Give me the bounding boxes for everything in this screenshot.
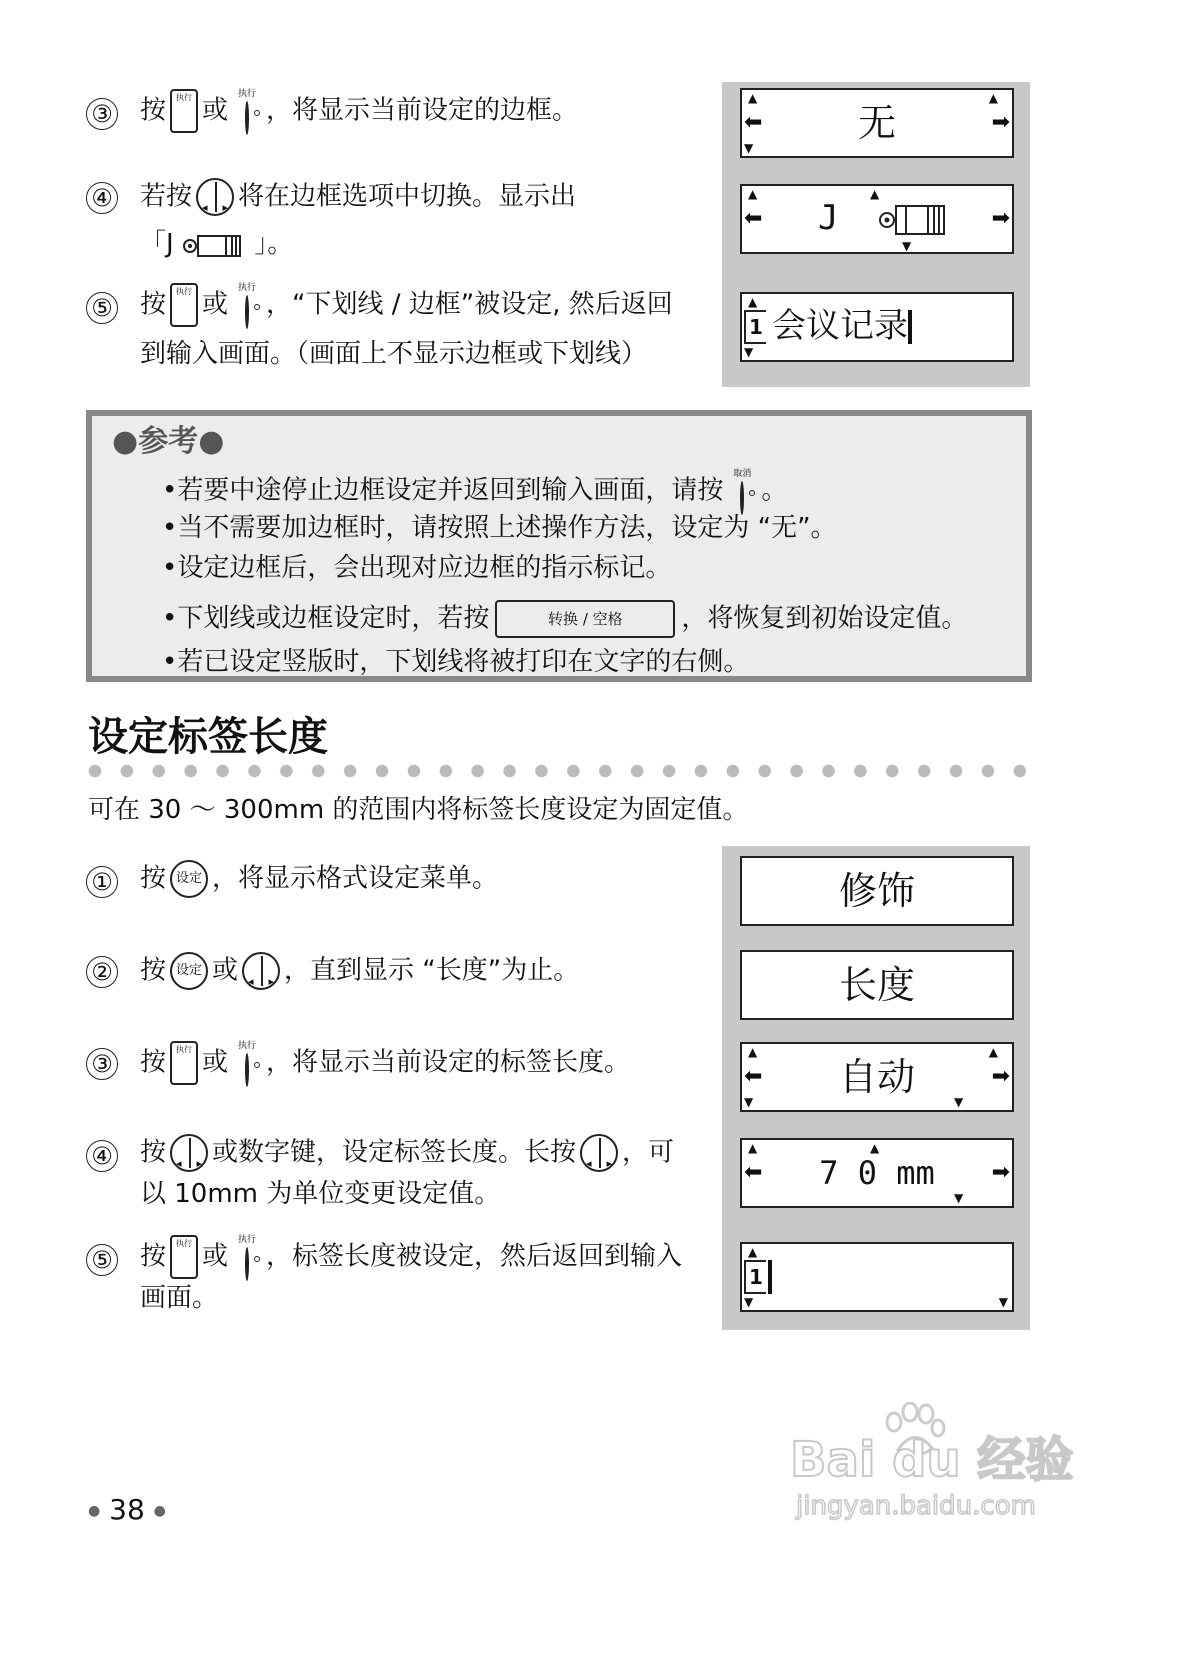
section-title: 设定标签长度 — [88, 714, 328, 760]
arrow-left-icon: ⬅ — [744, 110, 763, 135]
page-number: ● 38 ● — [88, 1493, 166, 1526]
set-key-icon: 设定 — [170, 952, 208, 990]
lcd-screen: ▲ ▲ ▼ ⬅ ➡ 无 — [740, 88, 1014, 158]
enter-key-icon: 执行 — [170, 1235, 198, 1279]
step-number: ① — [86, 866, 118, 898]
arrow-right-icon: ➡ — [991, 1064, 1010, 1089]
lcd-screen: 长度 — [740, 950, 1014, 1020]
arrow-left-icon: ⬅ — [744, 1064, 763, 1089]
step-number: ③ — [86, 1048, 118, 1080]
step-number: ⑤ — [86, 1244, 118, 1276]
dotted-divider — [88, 764, 1028, 778]
reference-note: ●参考● •若要中途停止边框设定并返回到输入画面，请按 取消 。 •当不需要加边框时，请按照上述操作方法，设定为 “无”。 •设定边框后，会出现对应边框的指示标记。 •下划线或边框设定时，若按 转换 / 空格 ，将恢复到初始设定值。 •若已设定竖版时，下划线将被打印在文字的右侧。 — [86, 410, 1032, 682]
lcd-screen: ▲ ▲ ▼ ⬅ ➡ 7 0 mm — [740, 1138, 1014, 1208]
lcd-screen: ▲ ▼ ▼ 1 — [740, 1242, 1014, 1312]
enter-key-icon: 执行 — [170, 1041, 198, 1085]
line-number-icon: 1 — [744, 1260, 766, 1294]
cursor — [908, 310, 912, 344]
execute-key-icon: 执行 — [232, 282, 262, 328]
execute-key-icon: 执行 — [232, 88, 262, 134]
lcd-screen: ▲ ▲ ▼ ▼ ⬅ ➡ 自动 — [740, 1042, 1014, 1112]
left-right-key-icon: ◂ ▸ — [242, 952, 280, 990]
lcd-screen: ▲ ▼ 1 会议记录 — [740, 292, 1014, 362]
step-number: ⑤ — [86, 292, 118, 324]
section-intro: 可在 30 ～ 300mm 的范围内将标签长度设定为固定值。 — [88, 795, 749, 825]
arrow-left-icon: ⬅ — [744, 1160, 763, 1185]
note-title: ●参考● — [112, 424, 225, 459]
enter-key-icon: 执行 — [170, 283, 198, 327]
arrow-left-icon: ⬅ — [744, 206, 763, 231]
left-right-key-icon: ◂ ▸ — [170, 1134, 208, 1172]
arrow-right-icon: ➡ — [991, 1160, 1010, 1185]
space-key-icon: 转换 / 空格 — [495, 600, 675, 638]
left-right-key-icon: ◂ ▸ — [196, 178, 234, 216]
frame-symbol-icon — [182, 230, 246, 260]
step-number: ② — [86, 956, 118, 988]
lcd-screen: 修饰 — [740, 856, 1014, 926]
arrow-right-icon: ➡ — [991, 206, 1010, 231]
cancel-key-icon: 取消 — [727, 468, 757, 514]
line-number-icon: 1 — [744, 310, 766, 344]
frame-symbol-icon — [878, 200, 948, 240]
arrow-right-icon: ➡ — [991, 110, 1010, 135]
left-right-key-icon: ◂ ▸ — [580, 1134, 618, 1172]
enter-key-icon: 执行 — [170, 89, 198, 133]
set-key-icon: 设定 — [170, 860, 208, 898]
step-number: ③ — [86, 98, 118, 130]
step-number: ④ — [86, 1140, 118, 1172]
execute-key-icon: 执行 — [232, 1040, 262, 1086]
cursor — [768, 1260, 772, 1294]
execute-key-icon: 执行 — [232, 1234, 262, 1280]
lcd-screen: ▲ ▲ ▼ ⬅ ➡ J — [740, 184, 1014, 254]
step-number: ④ — [86, 182, 118, 214]
